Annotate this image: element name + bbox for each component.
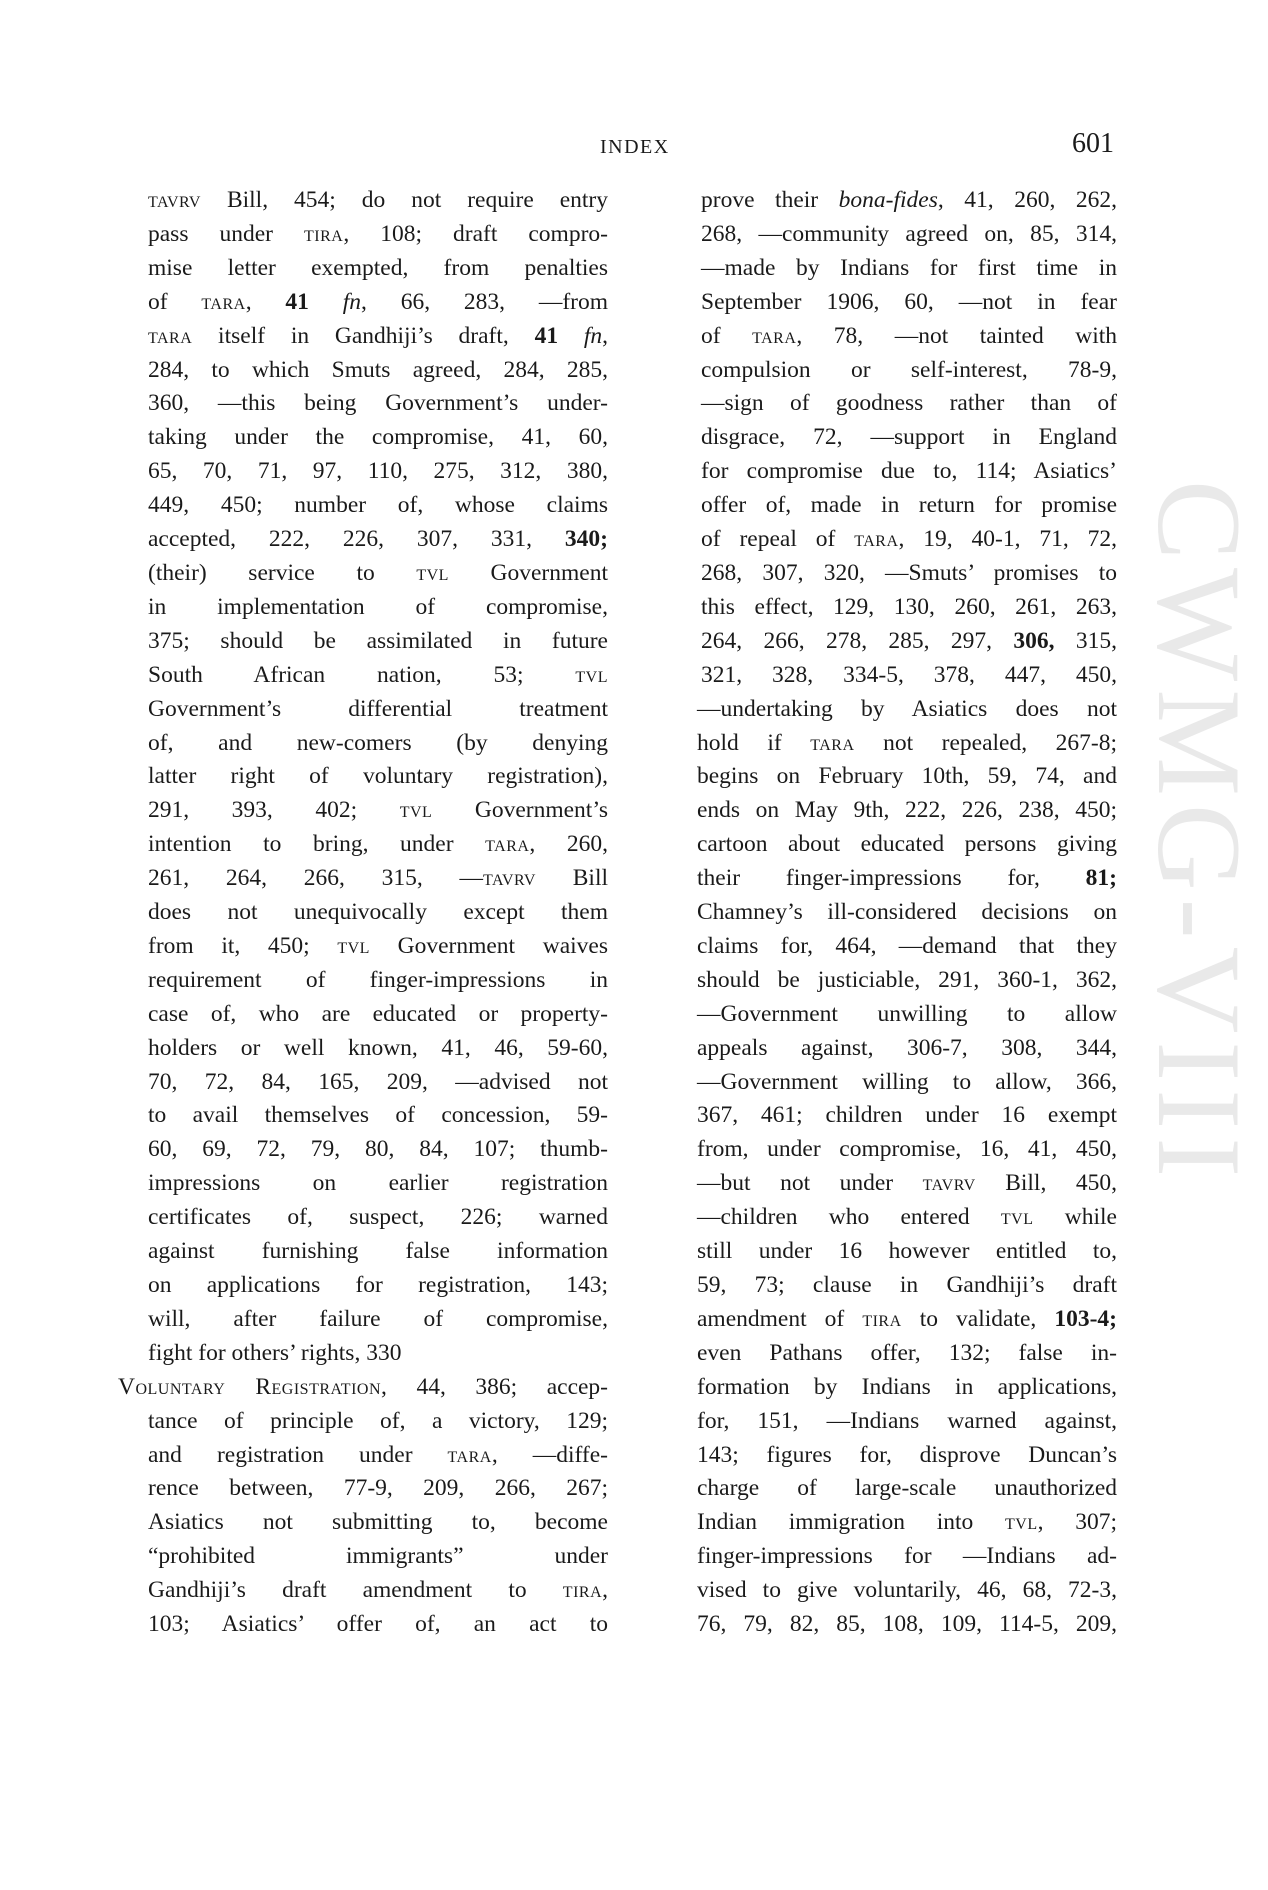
- index-line: on applications for registration, 143;: [148, 1272, 608, 1298]
- index-line: —children who entered tvl while: [697, 1204, 1117, 1231]
- index-line: 59, 73; clause in Gandhiji’s draft: [697, 1272, 1117, 1298]
- watermark: CWMG-VIII: [1133, 480, 1266, 1186]
- index-line: —but not under tavrv Bill, 450,: [697, 1170, 1117, 1197]
- index-line: 76, 79, 82, 85, 108, 109, 114-5, 209,: [697, 1611, 1117, 1638]
- index-line: requirement of finger-impressions in: [148, 966, 608, 993]
- index-line: —made by Indians for first time in: [701, 254, 1117, 281]
- index-line: 321, 328, 334-5, 378, 447, 450,: [701, 661, 1117, 688]
- index-line: in implementation of compromise,: [148, 593, 608, 620]
- index-line: 449, 450; number of, whose claims: [148, 492, 608, 519]
- index-column-right: [697, 184, 1117, 1642]
- index-line: 60, 69, 72, 79, 80, 84, 107; thumb-: [148, 1136, 608, 1163]
- index-line: from it, 450; tvl Government waives: [148, 932, 608, 959]
- index-line: claims for, 464, —demand that they: [697, 932, 1117, 959]
- index-line: Government’s differential treatment: [148, 695, 608, 722]
- index-line: case of, who are educated or property-: [148, 1000, 608, 1027]
- index-line: disgrace, 72, —support in England: [701, 424, 1117, 451]
- index-line: taking under the compromise, 41, 60,: [148, 424, 608, 451]
- index-line: offer of, made in return for promise: [701, 492, 1117, 519]
- index-line: tance of principle of, a victory, 129;: [148, 1407, 608, 1434]
- index-line: Asiatics not submitting to, become: [148, 1509, 608, 1536]
- index-line: 65, 70, 71, 97, 110, 275, 312, 380,: [148, 458, 608, 485]
- index-line: —Government unwilling to allow: [697, 1000, 1117, 1027]
- index-line: September 1906, 60, —not in fear: [701, 288, 1117, 315]
- index-line: certificates of, suspect, 226; warned: [148, 1204, 608, 1231]
- index-line: for compromise due to, 114; Asiatics’: [701, 458, 1117, 485]
- index-line: tara itself in Gandhiji’s draft, 41 fn,: [148, 322, 609, 349]
- index-line: for, 151, —Indians warned against,: [697, 1407, 1117, 1434]
- index-line: —undertaking by Asiatics does not: [697, 695, 1117, 722]
- index-line: formation by Indians in applications,: [697, 1373, 1117, 1400]
- index-line: 360, —this being Government’s under-: [148, 390, 608, 417]
- index-line: should be justiciable, 291, 360-1, 362,: [697, 966, 1117, 993]
- index-line: Chamney’s ill-considered decisions on: [697, 899, 1117, 926]
- index-line: 284, to which Smuts agreed, 284, 285,: [148, 356, 608, 383]
- index-line: rence between, 77-9, 209, 266, 267;: [148, 1475, 608, 1502]
- index-line: amendment of tira to validate, 103-4;: [697, 1305, 1117, 1332]
- index-line: of tara, 78, —not tainted with: [701, 322, 1117, 349]
- index-line: 375; should be assimilated in future: [148, 627, 608, 654]
- index-line: impressions on earlier registration: [148, 1170, 608, 1197]
- index-line: Indian immigration into tvl, 307;: [697, 1509, 1118, 1536]
- index-column-left: [118, 184, 609, 1642]
- index-line: 367, 461; children under 16 exempt: [697, 1102, 1117, 1129]
- index-line: and registration under tara, —diffe-: [148, 1441, 608, 1468]
- index-line: Gandhiji’s draft amendment to tira,: [148, 1577, 608, 1604]
- index-line: 268, 307, 320, —Smuts’ promises to: [701, 559, 1117, 586]
- index-line: cartoon about educated persons giving: [697, 831, 1117, 858]
- index-line: 261, 264, 266, 315, —tavrv Bill: [148, 865, 608, 892]
- index-line: to avail themselves of concession, 59-: [148, 1102, 608, 1129]
- index-line: begins on February 10th, 59, 74, and: [697, 763, 1117, 790]
- index-line: charge of large-scale unauthorized: [697, 1475, 1117, 1502]
- index-line: of repeal of tara, 19, 40-1, 71, 72,: [701, 526, 1117, 553]
- page-number: 601: [1072, 128, 1114, 159]
- index-line: 268, —community agreed on, 85, 314,: [701, 220, 1117, 247]
- page-header: [0, 128, 1229, 168]
- index-line: pass under tira, 108; draft compro-: [148, 220, 608, 247]
- index-line: appeals against, 306-7, 308, 344,: [697, 1034, 1117, 1061]
- index-line: even Pathans offer, 132; false in-: [697, 1339, 1117, 1366]
- index-line: —Government willing to allow, 366,: [697, 1068, 1117, 1095]
- index-line: does not unequivocally except them: [148, 899, 608, 926]
- index-line: fight for others’ rights, 330: [148, 1339, 402, 1366]
- index-line: still under 16 however entitled to,: [697, 1238, 1117, 1265]
- running-head: INDEX: [600, 136, 670, 158]
- index-line: South African nation, 53; tvl: [148, 661, 608, 688]
- index-line: accepted, 222, 226, 307, 331, 340;: [148, 526, 608, 553]
- index-line: their finger-impressions for, 81;: [697, 865, 1117, 892]
- index-line: hold if tara not repealed, 267-8;: [697, 729, 1117, 756]
- index-line: finger-impressions for —Indians ad-: [697, 1543, 1117, 1570]
- index-line: “prohibited immigrants” under: [148, 1543, 608, 1570]
- index-line: of tara, 41 fn, 66, 283, —from: [148, 288, 609, 315]
- index-line: against furnishing false information: [148, 1238, 608, 1265]
- index-line: vised to give voluntarily, 46, 68, 72-3,: [697, 1577, 1117, 1604]
- index-line: of, and new-comers (by denying: [148, 729, 608, 756]
- index-line: mise letter exempted, from penalties: [148, 254, 608, 281]
- index-line: 291, 393, 402; tvl Government’s: [148, 797, 609, 824]
- index-line: tavrv Bill, 454; do not require entry: [148, 187, 608, 213]
- index-line: 70, 72, 84, 165, 209, —advised not: [148, 1068, 608, 1095]
- index-line: latter right of voluntary registration),: [148, 763, 608, 790]
- index-line: prove their bona-fides, 41, 260, 262,: [701, 187, 1117, 213]
- index-line: 103; Asiatics’ offer of, an act to: [148, 1611, 608, 1638]
- index-line: (their) service to tvl Government: [148, 559, 608, 586]
- index-line: holders or well known, 41, 46, 59-60,: [148, 1034, 608, 1061]
- index-line: ends on May 9th, 222, 226, 238, 450;: [697, 797, 1117, 824]
- index-line: intention to bring, under tara, 260,: [148, 831, 609, 858]
- index-line: will, after failure of compromise,: [148, 1305, 608, 1332]
- index-line: compulsion or self-interest, 78-9,: [701, 356, 1117, 383]
- index-line: —sign of goodness rather than of: [701, 390, 1117, 417]
- index-line: from, under compromise, 16, 41, 450,: [697, 1136, 1117, 1163]
- index-line: Voluntary Registration, 44, 386; accep-: [118, 1373, 609, 1400]
- index-line: 143; figures for, disprove Duncan’s: [697, 1441, 1117, 1468]
- index-line: 264, 266, 278, 285, 297, 306, 315,: [701, 627, 1118, 654]
- index-line: this effect, 129, 130, 260, 261, 263,: [701, 593, 1117, 620]
